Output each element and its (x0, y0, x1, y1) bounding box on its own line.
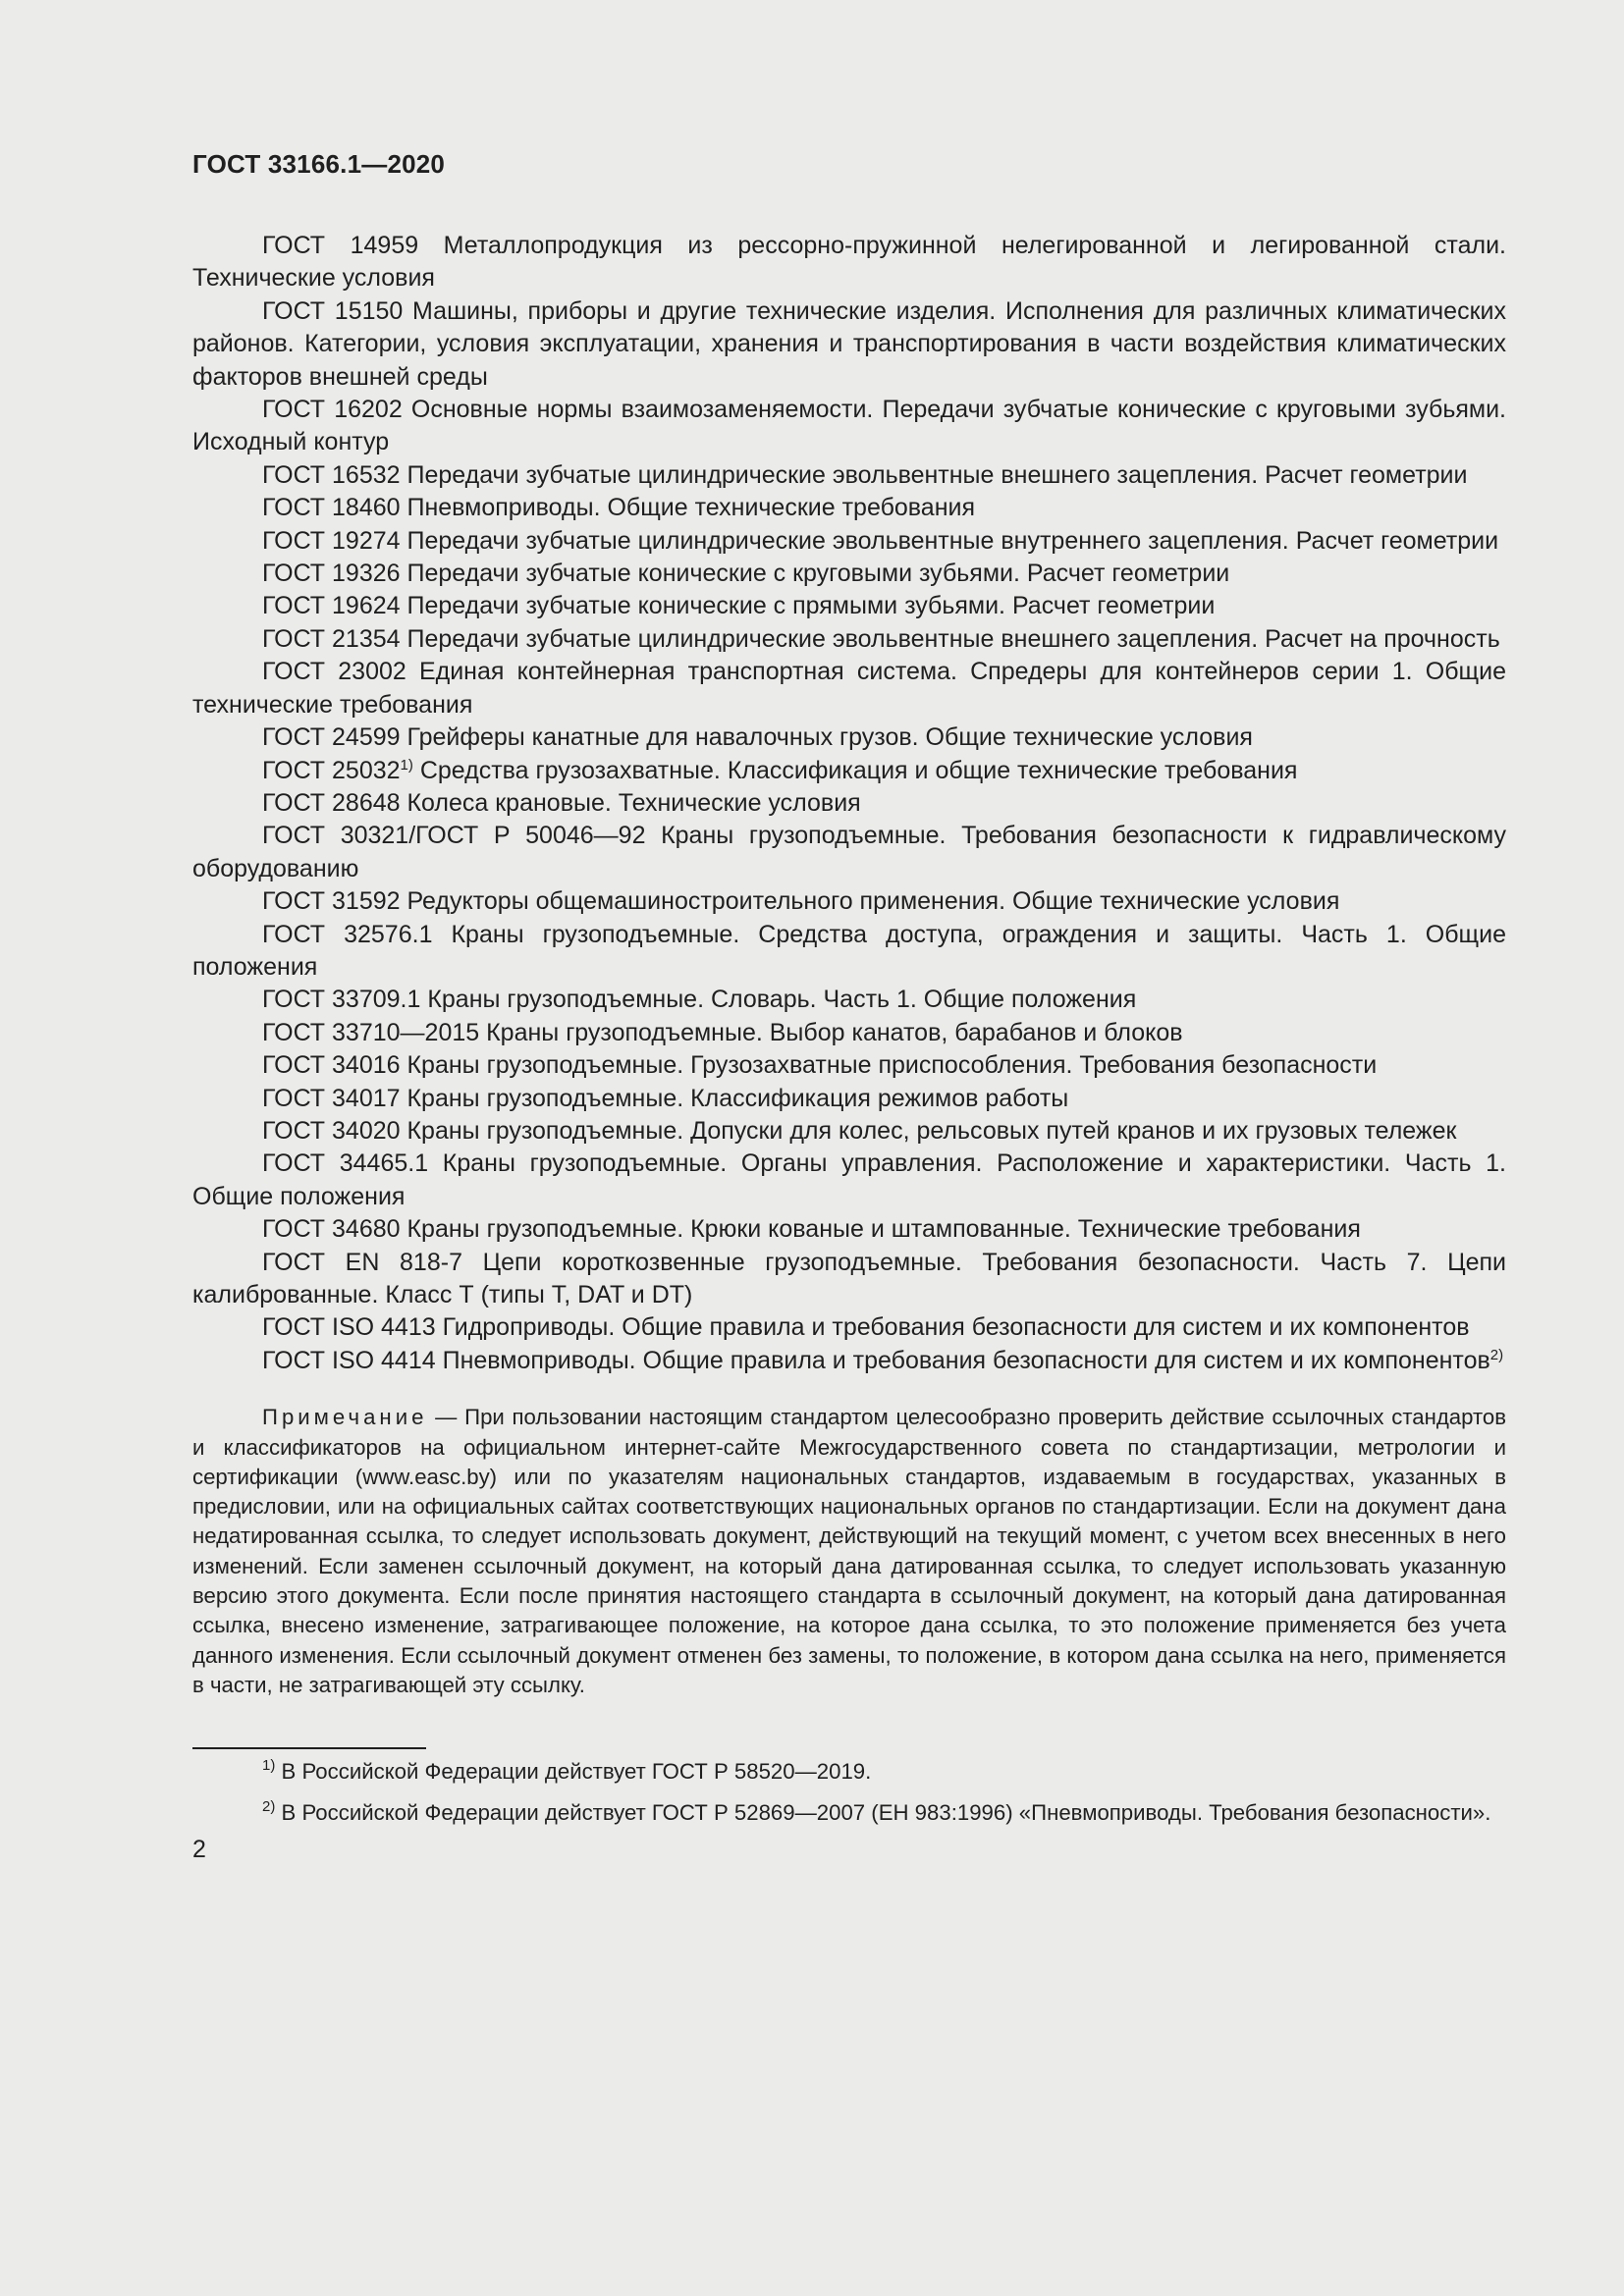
reference-item: ГОСТ ISO 4413 Гидроприводы. Общие правила и требования безопасности для систем и их компонентов (262, 1313, 1470, 1342)
reference-item: ГОСТ 28648 Колеса крановые. Технические условия (262, 788, 861, 817)
reference-item: ГОСТ 32576.1 Краны грузоподъемные. Средства доступа, ограждения и защиты. Часть 1. Общие положения (192, 920, 1506, 981)
reference-item: ГОСТ 24599 Грейферы канатные для навалочных грузов. Общие технические условия (262, 723, 1253, 752)
reference-item: ГОСТ 33709.1 Краны грузоподъемные. Словарь. Часть 1. Общие положения (262, 986, 1137, 1014)
reference-item: ГОСТ ISO 4414 Пневмоприводы. Общие правила и требования безопасности для систем и их компонентов$^{2)}$ (262, 1346, 1504, 1374)
reference-item: ГОСТ 19326 Передачи зубчатые конические с круговыми зубьями. Расчет геометрии (262, 560, 1230, 588)
reference-item: ГОСТ 16532 Передачи зубчатые цилиндрические эвольвентные внешнего зацепления. Расчет геометрии (262, 460, 1468, 489)
reference-item: ГОСТ 19274 Передачи зубчатые цилиндрические эвольвентные внутреннего зацепления. Расчет геометрии (262, 526, 1499, 555)
reference-item: ГОСТ 33710—2015 Краны грузоподъемные. Выбор канатов, барабанов и блоков (262, 1018, 1183, 1046)
document-page (192, 137, 1506, 1864)
reference-item: ГОСТ 30321/ГОСТ Р 50046—92 Краны грузоподъемные. Требования безопасности к гидравлическому оборудованию (192, 822, 1506, 882)
reference-item: ГОСТ 14959 Металлопродукция из рессорно-пружинной нелегированной и легированной стали. Технические условия (192, 232, 1506, 293)
reference-item: ГОСТ 15150 Машины, приборы и другие технические изделия. Исполнения для различных климатических районов. Категории, условия эксплуатации, хранения и транспортирования в части воздействия климатических факторов внешней среды (192, 296, 1506, 391)
reference-item: ГОСТ 19624 Передачи зубчатые конические с прямыми зубьями. Расчет геометрии (262, 592, 1216, 620)
page-number: 2 (192, 1835, 206, 1863)
note-paragraph (192, 1403, 1506, 1700)
footnote-2: $^{2)}$ В Российской Федерации действует ГОСТ Р 52869—2007 (ЕН 983:1996) «Пневмоприводы. Требования безопасности». (262, 1798, 1491, 1826)
reference-item: ГОСТ 23002 Единая контейнерная транспортная система. Спредеры для контейнеров серии 1. Общие технические требования (192, 658, 1506, 719)
normative-references-list (192, 230, 1506, 1377)
reference-item: ГОСТ 34465.1 Краны грузоподъемные. Органы управления. Расположение и характеристики. Часть 1. Общие положения (192, 1149, 1506, 1210)
footnote-mark: 2) (262, 1798, 276, 1816)
reference-item: ГОСТ 21354 Передачи зубчатые цилиндрические эвольвентные внешнего зацепления. Расчет на прочность (262, 624, 1500, 653)
document-header: ГОСТ 33166.1—2020 (192, 149, 446, 179)
note-text: — При пользовании настоящим стандартом целесообразно проверить действие ссылочных стандартов и классификаторов на официальном интернет-сайте Межгосударственного совета по стандартизации, метрологии и сертификации (www.easc.by) или по указателям национальных стандартов, издаваемым в государствах, указанных в предисловии, или на официальных сайтах соответствующих национальных органов по стандартизации. Если на документ дана недатированная ссылка, то следует использовать документ, действующий на текущий момент, с учетом всех внесенных в него изменений. Если заменен ссылочный документ, на который дана датированная ссылка, то следует использовать указанную версию этого документа. Если после принятия настоящего стандарта в ссылочный документ, на который дана датированная ссылка, внесено изменение, затрагивающее положение, на которое дана ссылка, то это положение применяется без учета данного изменения. Если ссылочный документ отменен без замены, то положение, в котором дана ссылка на него, применяется в части, не затрагивающей эту ссылку. (192, 1405, 1506, 1697)
reference-item: ГОСТ 34016 Краны грузоподъемные. Грузозахватные приспособления. Требования безопасности (262, 1051, 1378, 1080)
reference-item: ГОСТ 34680 Краны грузоподъемные. Крюки кованые и штампованные. Технические требования (262, 1215, 1361, 1244)
reference-item: ГОСТ 34020 Краны грузоподъемные. Допуски для колес, рельсовых путей кранов и их грузовых тележек (262, 1116, 1457, 1145)
footnote-ref-2: 2) (1489, 1346, 1504, 1363)
reference-item: ГОСТ 16202 Основные нормы взаимозаменяемости. Передачи зубчатые конические с круговыми зубьями. Исходный контур (192, 396, 1506, 456)
footnote-ref-1: 1) (400, 756, 413, 774)
note-label: Примечание (262, 1405, 428, 1430)
reference-item: ГОСТ 34017 Краны грузоподъемные. Классификация режимов работы (262, 1084, 1069, 1112)
reference-item: ГОСТ 18460 Пневмоприводы. Общие технические требования (262, 494, 976, 522)
footnote-divider (192, 1747, 426, 1749)
footnote-mark: 1) (262, 1757, 276, 1775)
reference-item: ГОСТ 31592 Редукторы общемашиностроительного применения. Общие технические условия (262, 887, 1340, 916)
reference-item: ГОСТ 25032$^{1)}$ Средства грузозахватные. Классификация и общие технические требования (262, 756, 1298, 784)
footnote-1: $^{1)}$ В Российской Федерации действует ГОСТ Р 58520—2019. (262, 1757, 872, 1785)
reference-item: ГОСТ EN 818-7 Цепи короткозвенные грузоподъемные. Требования безопасности. Часть 7. Цепи калиброванные. Класс Т (типы Т, DAT и DT) (192, 1248, 1506, 1308)
